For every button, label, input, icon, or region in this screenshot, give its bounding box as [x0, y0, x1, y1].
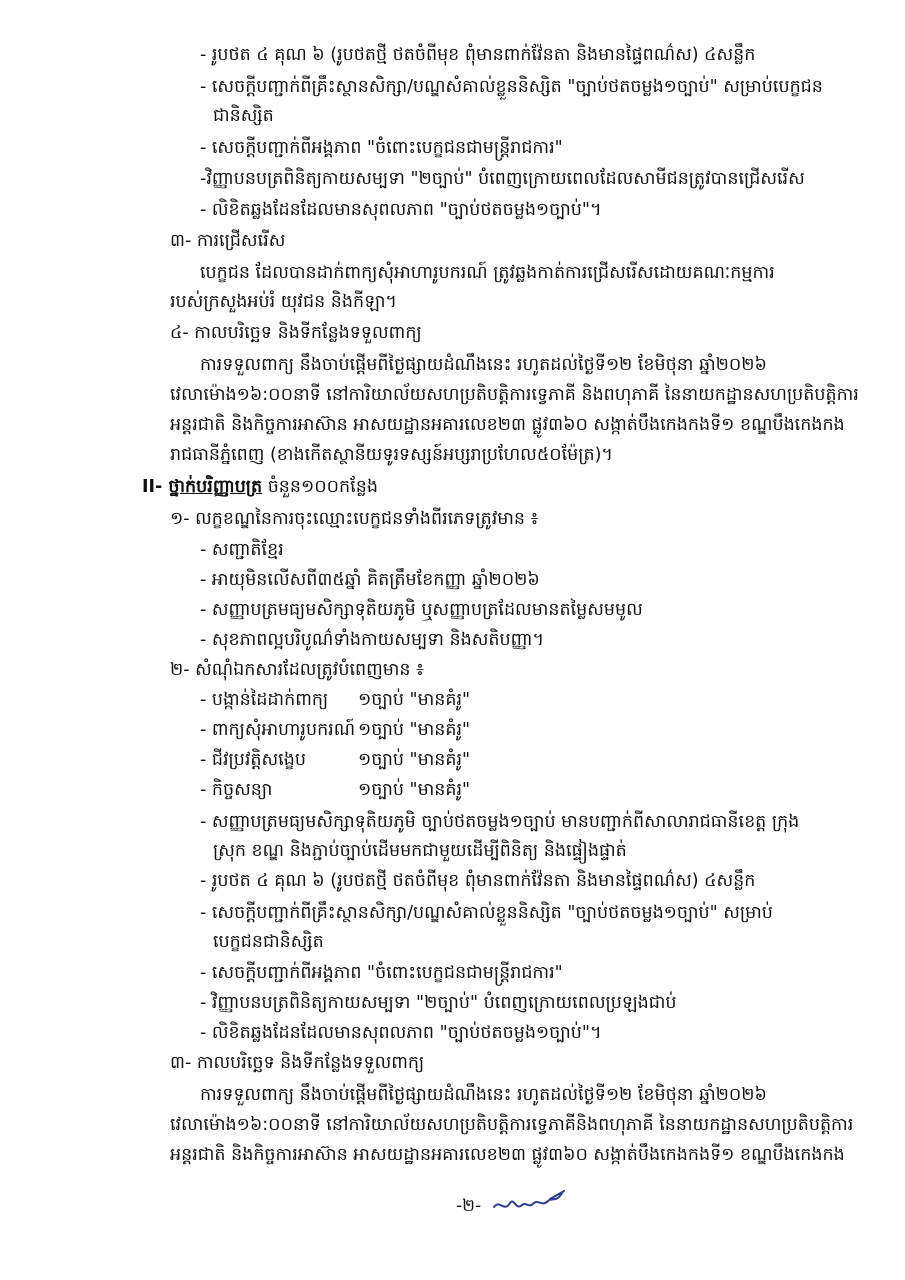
document-quantity: ១ច្បាប់ "មានគំរូ" — [358, 750, 471, 770]
document-name: - កិច្ចសន្យា — [200, 780, 273, 800]
photo-requirement-line: - រូបថត ៤ គុណ ៦ (រូបថតថ្មី ថតចំពីមុខ ពុំមានពាក់វ៉ែនតា និងមានផ្ទៃពណ៌ស) ៤សន្លឹក — [200, 45, 756, 65]
criteria-heading: ១- លក្ខខណ្ឌនៃការចុះឈ្មោះបេក្ខជនទាំងពីរភេទត្រូវមាន ៖ — [170, 509, 539, 529]
diploma-line: - សញ្ញាបត្រមធ្យមសិក្សាទុតិយភូមិ ច្បាប់ថតចម្លង១ច្បាប់ មានបញ្ជាក់ពីសាលារាជធានីខេត្ត ក្រុង — [200, 812, 800, 832]
part-heading-bachelor — [142, 472, 378, 502]
deadline-paragraph-line: អន្តរជាតិ និងកិច្ចការអាស៊ាន អាសយដ្ឋានអគារលេខ២៣ ផ្លូវ៣៦០ សង្កាត់បឹងកេងកងទី១ ខណ្ឌបឹងកេងកង — [170, 415, 845, 435]
criteria-item: - សញ្ញាបត្រមធ្យមសិក្សាទុតិយភូមិ ឬសញ្ញាបត្រដែលមានតម្លៃសមមូល — [200, 600, 643, 620]
part-title: ថ្នាក់បរិញ្ញាបត្រ — [168, 477, 263, 497]
student-certificate-line-cont: ជានិស្សិត — [213, 106, 274, 126]
criteria-item: - សញ្ជាតិខ្មែរ — [200, 540, 284, 560]
student-certificate-line: - សេចក្ដីបញ្ជាក់ពីគ្រឹះស្ថានសិក្សា/បណ្ឌសំគាល់ខ្លួននិស្សិត "ច្បាប់ថតចម្លង១ច្បាប់" សម្រាប់ — [200, 903, 773, 923]
selection-paragraph-line: របស់ក្រសួងអប់រំ យុវជន និងកីឡា។ — [170, 292, 397, 312]
document-quantity: ១ច្បាប់ "មានគំរូ" — [358, 690, 471, 710]
diploma-line-cont: ស្រុក ខណ្ឌ និងភ្ជាប់ច្បាប់ដើមមកជាមួយដើម្បីពិនិត្យ និងផ្ទៀងផ្ទាត់ — [213, 841, 627, 861]
document-name: - ពាក្យសុំអាហារូបករណ៍ — [200, 720, 356, 740]
criteria-item: - អាយុមិនលើសពី៣៥ឆ្នាំ គិតត្រឹមខែកញ្ញា ឆ្នាំ២០២៦ — [200, 570, 540, 590]
section-heading-deadline: ៣- កាលបរិច្ឆេទ និងទីកន្លែងទទួលពាក្យ — [170, 1053, 425, 1073]
document-item — [200, 685, 760, 715]
selection-paragraph-line: បេក្ខជន ដែលបានដាក់ពាក្យសុំអាហារូបករណ៍ ត្រូវឆ្លងកាត់ការជ្រើសរើសដោយគណៈកម្មការ — [200, 263, 775, 283]
documents-heading: ២- សំណុំឯកសារដែលត្រូវបំពេញមាន ៖ — [170, 660, 424, 680]
medical-certificate-line: -វិញ្ញាបនបត្រពិនិត្យកាយសម្បទា "២ច្បាប់" បំពេញក្រោយពេលដែលសាមីជនត្រូវបានជ្រើសរើស — [200, 169, 805, 189]
deadline-paragraph-line: ការទទួលពាក្យ នឹងចាប់ផ្ដើមពីថ្ងៃផ្សាយដំណឹងនេះ រហូតដល់ថ្ងៃទី១២ ខែមិថុនា ឆ្នាំ២០២៦ — [200, 355, 767, 375]
document-name: - បង្កាន់ដៃដាក់ពាក្យ — [200, 690, 329, 710]
student-certificate-line: - សេចក្ដីបញ្ជាក់ពីគ្រឹះស្ថានសិក្សា/បណ្ឌសំគាល់ខ្លួននិស្សិត "ច្បាប់ថតចម្លង១ច្បាប់" សម្រាប់បេក្ខជន — [200, 77, 823, 97]
photo-requirement-line: - រូបថត ៤ គុណ ៦ (រូបថតថ្មី ថតចំពីមុខ ពុំមានពាក់វ៉ែនតា និងមានផ្ទៃពណ៌ស) ៤សន្លឹក — [200, 871, 756, 891]
deadline-paragraph-line: វេលាម៉ោង១៦:០០នាទី នៅការិយាល័យសហប្រតិបត្តិការទ្វេភាគី និងពហុភាគី នៃនាយកដ្ឋានសហប្រតិបត្តិការ — [170, 385, 859, 405]
document-item — [200, 715, 760, 745]
document-item — [200, 745, 760, 775]
deadline-paragraph-line: ការទទួលពាក្យ នឹងចាប់ផ្ដើមពីថ្ងៃផ្សាយដំណឹងនេះ រហូតដល់ថ្ងៃទី១២ ខែមិថុនា ឆ្នាំ២០២៦ — [200, 1085, 767, 1105]
passport-line: - លិខិតឆ្លងដែនដែលមានសុពលភាព "ច្បាប់ថតចម្លង១ច្បាប់"។ — [200, 200, 602, 220]
page-number: -២- — [456, 1196, 482, 1216]
deadline-paragraph-line: វេលាម៉ោង១៦:០០នាទី នៅការិយាល័យសហប្រតិបត្តិការទ្វេភាគីនិងពហុភាគី នៃនាយកដ្ឋានសហប្រតិបត្តិការ — [170, 1115, 854, 1135]
passport-line: - លិខិតឆ្លងដែនដែលមានសុពលភាព "ច្បាប់ថតចម្លង១ច្បាប់"។ — [200, 1023, 602, 1043]
deadline-paragraph-line: រាជធានីភ្នំពេញ (ខាងកើតស្ថានីយទូរទស្សន៍អប្សរាប្រហែល៥០ម៉ែត្រ)។ — [170, 445, 613, 465]
document-name: - ជីវប្រវត្តិសង្ខេប — [200, 750, 306, 770]
document-quantity: ១ច្បាប់ "មានគំរូ" — [358, 720, 471, 740]
deadline-paragraph-line: អន្តរជាតិ និងកិច្ចការអាស៊ាន អាសយដ្ឋានអគារលេខ២៣ ផ្លូវ៣៦០ សង្កាត់បឹងកេងកងទី១ ខណ្ឌបឹងកេងកង — [170, 1145, 845, 1165]
section-heading-selection: ៣- ការជ្រើសរើស — [170, 231, 286, 251]
unit-certificate-line: - សេចក្ដីបញ្ជាក់ពីអង្គភាព "ចំពោះបេក្ខជនជាមន្ត្រីរាជការ" — [200, 138, 563, 158]
document-quantity: ១ច្បាប់ "មានគំរូ" — [358, 780, 471, 800]
criteria-item: - សុខភាពល្អបរិបូណ៌ទាំងកាយសម្បទា និងសតិបញ្ញា។ — [200, 630, 545, 650]
part-seat-count: ចំនួន១០០កន្លែង — [262, 477, 378, 497]
medical-certificate-line: - វិញ្ញាបនបត្រពិនិត្យកាយសម្បទា "២ច្បាប់" បំពេញក្រោយពេលប្រឡងជាប់ — [200, 993, 677, 1013]
section-heading-deadline: ៤- កាលបរិច្ឆេទ និងទីកន្លែងទទួលពាក្យ — [170, 323, 422, 343]
part-roman-numeral: II- — [142, 477, 169, 497]
unit-certificate-line: - សេចក្ដីបញ្ជាក់ពីអង្គភាព "ចំពោះបេក្ខជនជាមន្ត្រីរាជការ" — [200, 963, 563, 983]
student-certificate-line-cont: បេក្ខជនជានិស្សិត — [213, 932, 324, 952]
document-item — [200, 775, 760, 805]
initials-signature — [490, 1185, 570, 1221]
